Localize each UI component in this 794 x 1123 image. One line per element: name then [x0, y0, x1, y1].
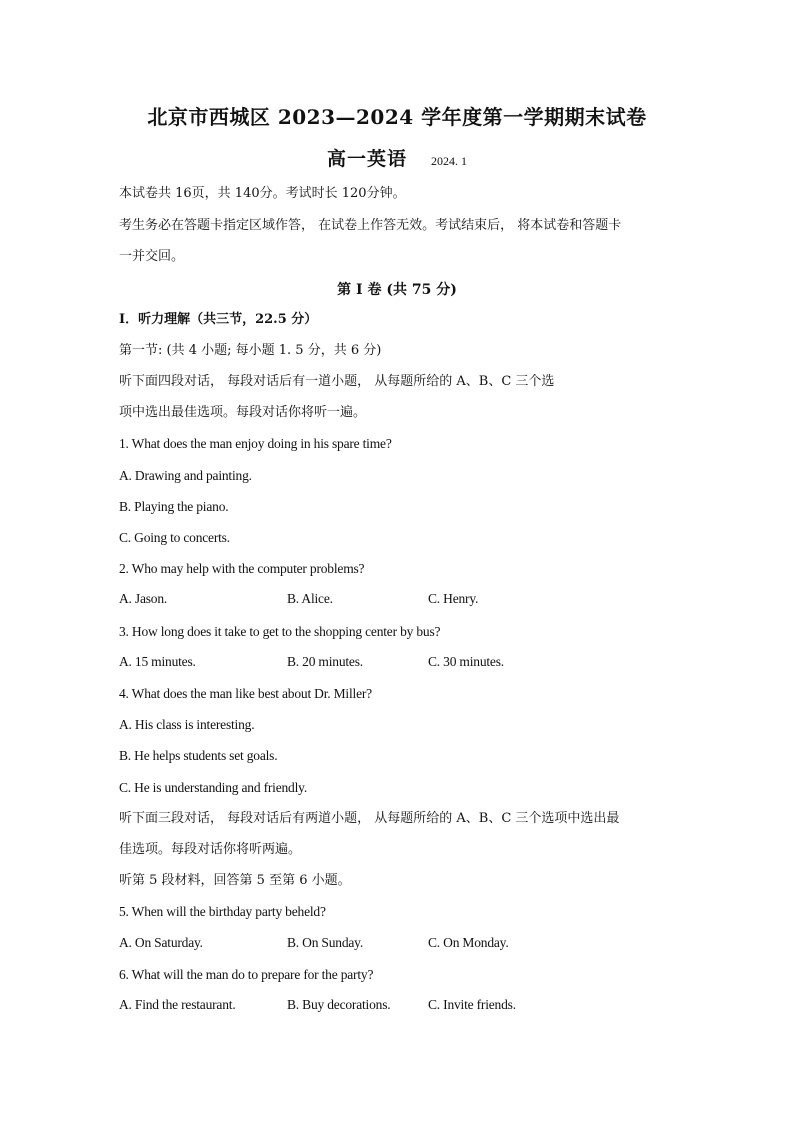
intro-line-3: 一并交回。	[119, 249, 185, 264]
question-4-stem: 4. What does the man like best about Dr. Miller?	[119, 686, 372, 701]
question-6-option-c: C. Invite friends.	[428, 997, 516, 1012]
question-3-options	[119, 654, 719, 672]
question-3-stem: 3. How long does it take to get to the shopping center by bus?	[119, 624, 441, 639]
question-5-option-b: B. On Sunday.	[287, 935, 364, 950]
question-1-option-b: B. Playing the piano.	[119, 499, 229, 514]
question-6-option-b: B. Buy decorations.	[287, 997, 391, 1012]
question-3-option-a: A. 15 minutes.	[119, 654, 196, 669]
intro-line-1: 本试卷共 16页，共 140分。考试时长 120分钟。	[119, 186, 406, 201]
instruction-2-line-1: 听下面三段对话， 每段对话后有两道小题， 从每题所给的 A、B、C 三个选项中选出最	[119, 811, 620, 826]
question-4-option-b: B. He helps students set goals.	[119, 748, 278, 763]
exam-subtitle	[0, 147, 794, 173]
intro-line-2: 考生务必在答题卡指定区域作答， 在试卷上作答无效。考试结束后， 将本试卷和答题卡	[119, 218, 622, 233]
question-2-options	[119, 591, 719, 609]
question-1-stem: 1. What does the man enjoy doing in his spare time?	[119, 436, 392, 451]
instruction-2-line-2: 佳选项。每段对话你将听两遍。	[119, 842, 302, 857]
part-title: 第 I 卷 (共 75 分)	[337, 282, 457, 298]
question-2-option-c: C. Henry.	[428, 591, 479, 606]
question-1-option-a: A. Drawing and painting.	[119, 468, 252, 483]
question-5-stem: 5. When will the birthday party beheld?	[119, 904, 326, 919]
question-5-options	[119, 935, 719, 953]
question-5-option-c: C. On Monday.	[428, 935, 509, 950]
exam-date: 2024. 1	[431, 154, 467, 168]
question-3-option-c: C. 30 minutes.	[428, 654, 504, 669]
question-5-option-a: A. On Saturday.	[119, 935, 203, 950]
question-6-options	[119, 997, 719, 1015]
question-4-option-a: A. His class is interesting.	[119, 717, 255, 732]
question-2-option-a: A. Jason.	[119, 591, 168, 606]
question-4-option-c: C. He is understanding and friendly.	[119, 780, 308, 795]
instruction-3: 听第 5 段材料，回答第 5 至第 6 小题。	[119, 873, 351, 888]
question-2-option-b: B. Alice.	[287, 591, 333, 606]
question-3-option-b: B. 20 minutes.	[287, 654, 363, 669]
subject-name: 高一英语	[326, 148, 407, 170]
exam-title: 北京市西城区 2023—2024 学年度第一学期期末试卷	[147, 105, 647, 129]
question-6-stem: 6. What will the man do to prepare for the party?	[119, 967, 374, 982]
instruction-1-line-1: 听下面四段对话， 每段对话后有一道小题， 从每题所给的 A、B、C 三个选	[119, 374, 555, 389]
section-heading: I．听力理解（共三节，22.5 分）	[119, 312, 318, 327]
question-2-stem: 2. Who may help with the computer problems?	[119, 561, 365, 576]
question-1-option-c: C. Going to concerts.	[119, 530, 230, 545]
sub-heading: 第一节: (共 4 小题; 每小题 1. 5 分，共 6 分)	[119, 343, 382, 358]
instruction-1-line-2: 项中选出最佳选项。每段对话你将听一遍。	[119, 405, 367, 420]
question-6-option-a: A. Find the restaurant.	[119, 997, 236, 1012]
